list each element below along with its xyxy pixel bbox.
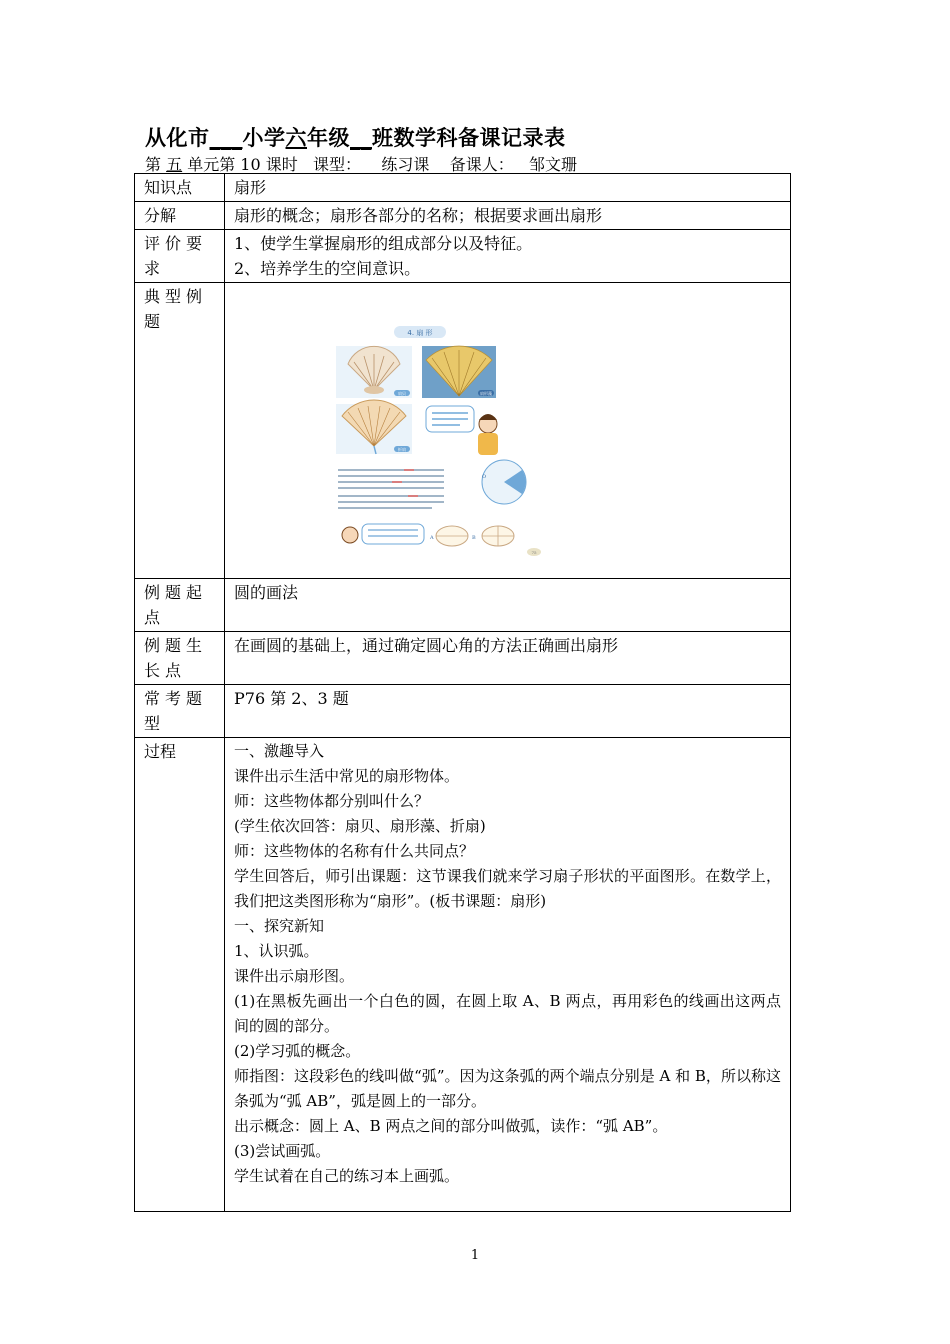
process-line: (1)在黑板先画出一个白色的圆，在圆上取 A、B 两点，再用彩色的线画出这两点间的圆的部分。 (234, 992, 781, 1035)
process-line: 学生回答后，师引出课题：这节课我们就来学习扇子形状的平面图形。在数学上，我们把这类图形称为“扇形”。(板书课题：扇形) (234, 867, 781, 910)
algae-tag: 扇形藻 (480, 391, 492, 396)
point-b-label: B (472, 535, 476, 541)
page-number: 1 (470, 1248, 480, 1263)
label-example: 典型例题 (135, 283, 225, 579)
value-breakdown: 扇形的概念；扇形各部分的名称；根据要求画出扇形 (225, 202, 791, 230)
value-example (225, 283, 791, 579)
process-line: 师：这些物体的名称有什么共同点？ (234, 842, 475, 860)
process-line: 师：这些物体都分别叫什么？ (234, 792, 430, 810)
label-growth: 例题生长点 (135, 632, 225, 685)
row-growth (135, 632, 791, 685)
label-breakdown: 分解 (135, 202, 225, 230)
textbook-illustration (332, 320, 557, 568)
value-evaluation (225, 230, 791, 283)
process-line: (2)学习弧的概念。 (234, 1042, 361, 1060)
figure-heading: 4. 扇 形 (407, 329, 433, 337)
label-evaluation: 评价要求 (135, 230, 225, 283)
row-evaluation (135, 230, 791, 283)
value-process (225, 738, 791, 1212)
process-line: 一、探究新知 (234, 917, 325, 935)
process-line: 课件出示扇形图。 (234, 967, 355, 985)
process-line: 出示概念：圆上 A、B 两点之间的部分叫做弧，读作：“弧 AB”。 (234, 1117, 668, 1135)
evaluation-line: 2、培养学生的空间意识。 (234, 259, 421, 278)
label-knowledge: 知识点 (135, 174, 225, 202)
process-line: (学生依次回答：扇贝、扇形藻、折扇) (234, 817, 486, 835)
point-o-label: O (482, 474, 487, 480)
process-line: 课件出示生活中常见的扇形物体。 (234, 767, 460, 785)
process-line: 1、认识弧。 (234, 942, 319, 960)
fan-tag: 折扇 (398, 447, 406, 452)
row-breakdown (135, 202, 791, 230)
row-knowledge (135, 174, 791, 202)
value-start: 圆的画法 (225, 579, 791, 632)
label-start: 例题起点 (135, 579, 225, 632)
row-common (135, 685, 791, 738)
row-start (135, 579, 791, 632)
value-knowledge: 扇形 (225, 174, 791, 202)
process-line: 师指图：这段彩色的线叫做“弧”。因为这条弧的两个端点分别是 A 和 B，所以称这条弧为“弧 AB”，弧是圆上的一部分。 (234, 1067, 781, 1110)
lesson-table (134, 173, 791, 1212)
label-process: 过程 (135, 738, 225, 1212)
process-line: 一、激趣导入 (234, 742, 325, 760)
page-title: 从化市___小学六年级__班数学科备课记录表 (145, 125, 566, 150)
row-example (135, 283, 791, 579)
textbook-figure (332, 320, 557, 568)
value-common: P76 第 2、3 题 (225, 685, 791, 738)
process-line: (3)尝试画弧。 (234, 1142, 331, 1160)
shell-tag: 扇贝 (398, 391, 406, 396)
process-line: 学生试着在自己的练习本上画弧。 (234, 1167, 460, 1185)
evaluation-line: 1、使学生掌握扇形的组成部分以及特征。 (234, 234, 533, 253)
value-growth: 在画圆的基础上，通过确定圆心角的方法正确画出扇形 (225, 632, 791, 685)
page-subtitle: 第 五 单元第 10 课时 课型： 练习课 备课人： 邹文珊 (145, 155, 578, 174)
label-common: 常考题型 (135, 685, 225, 738)
figure-page-tag: 75 (531, 550, 537, 555)
point-a-label: A (430, 535, 434, 541)
row-process (135, 738, 791, 1212)
